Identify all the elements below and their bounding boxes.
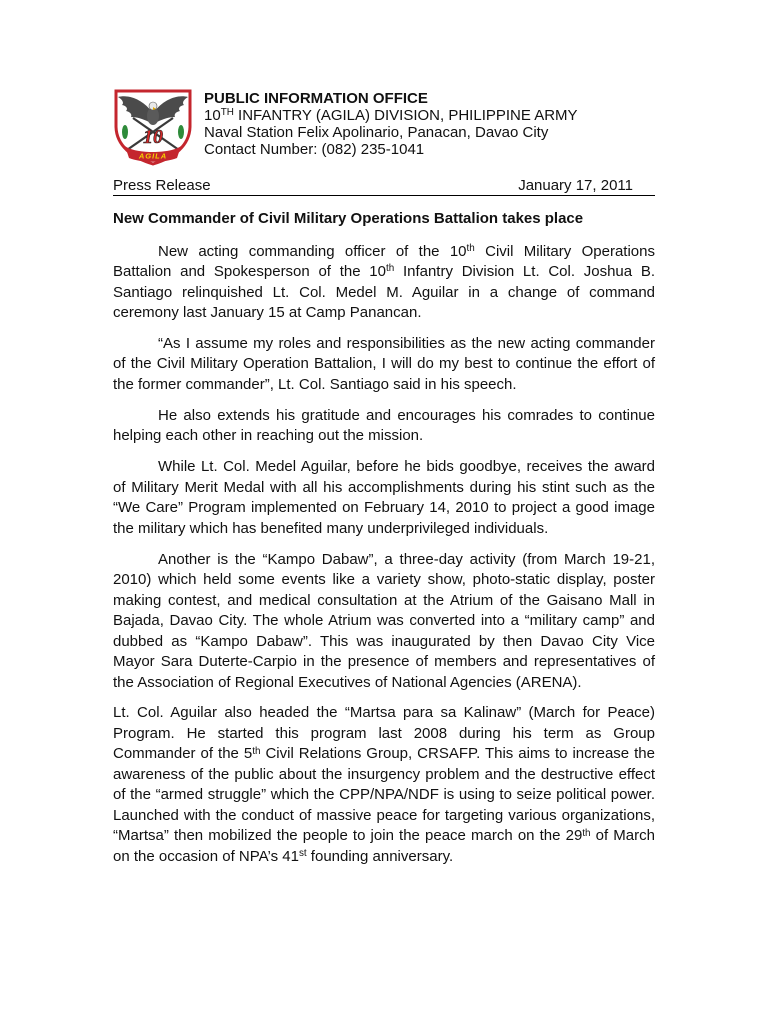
- text-run: INFANTRY (AGILA) DIVISION, PHILIPPINE ARMY: [233, 107, 578, 124]
- division-logo: [113, 88, 193, 166]
- laurel-left: [122, 125, 128, 139]
- paragraph: [113, 242, 655, 324]
- superscript: th: [466, 242, 475, 254]
- article-title: New Commander of Civil Military Operations Battalion takes place: [113, 210, 584, 227]
- division-line: [204, 107, 578, 124]
- paragraph: [113, 550, 655, 694]
- superscript: st: [298, 848, 307, 860]
- address-line: Naval Station Felix Apolinario, Panacan, Davao City: [204, 124, 549, 141]
- laurel-right: [178, 125, 184, 139]
- paragraph: [113, 406, 655, 447]
- text-run: Another is the “Kampo Dabaw”, a three-day activity (from March 19-21, 2010) which held some events like a variety show, photo-static display, poster making contest, and medical consultation at the Atrium of the Gaisano Mall in Bajada, Davao City. The whole Atrium was converted into a “military camp” and dubbed as “Kampo Dabaw”. This was inaugurated by then Davao City Vice Mayor Sara Duterte-Carpio in the presence of members and representatives of the Association of Regional Executives of National Agencies (ARENA).: [113, 550, 655, 691]
- paragraph: [113, 457, 655, 539]
- text-run: Infantry Division Lt. Col. Joshua B. Santiago relinquished Lt. Col. Medel M. Aguilar in a change of command ceremony last January 15 at Camp Panancan.: [113, 263, 655, 321]
- text-run: Civil Military Operations Battalion and Spokesperson of the 10: [113, 242, 655, 280]
- logo-motto: AGILA: [138, 151, 168, 161]
- paragraph: [113, 703, 655, 867]
- text-run: 10: [204, 107, 221, 124]
- text-run: New acting commanding officer of the 10: [158, 242, 467, 260]
- text-run: Civil Relations Group, CRSAFP. This aims to increase the awareness of the public about the insurgency problem and the destructive effect of the “armed struggle” which the CPP/NPA/NDF is using to seize political power. Launched with the conduct of massive peace for targeting various organizations, “Martsa” then mobilized the people to join the peace march on the 29: [113, 745, 655, 845]
- superscript: th: [385, 263, 395, 275]
- text-run: of March on the occasion of NPA’s 41: [113, 827, 655, 865]
- text-run: founding anniversary.: [306, 847, 454, 865]
- superscript: TH: [220, 107, 234, 119]
- text-run: Lt. Col. Aguilar also headed the “Martsa para sa Kalinaw” (March for Peace) Program. He started this program last 2008 during his term as Group Commander of the 5: [113, 704, 655, 763]
- letterhead: [204, 90, 578, 158]
- article-body: [113, 210, 655, 878]
- text-run: While Lt. Col. Medel Aguilar, before he bids goodbye, receives the award of Military Merit Medal with all his accomplishments during his stint such as the “We Care” Program implemented on February 14, 2010 to project a good image the military which has benefited many underprivileged individuals.: [113, 458, 655, 537]
- superscript: th: [582, 827, 591, 839]
- office-name: PUBLIC INFORMATION OFFICE: [204, 90, 428, 107]
- release-date: January 17, 2011: [518, 177, 633, 194]
- logo-number: 10: [143, 126, 163, 148]
- document-type: Press Release: [113, 177, 211, 194]
- release-row: [113, 176, 655, 196]
- text-run: He also extends his gratitude and encourages his comrades to continue helping each other in reaching out the mission.: [113, 406, 655, 445]
- paragraph: [113, 334, 655, 396]
- superscript: th: [252, 745, 261, 757]
- text-run: “As I assume my roles and responsibilities as the new acting commander of the Civil Military Operation Battalion, I will do my best to continue the effort of the former commander”, Lt. Col. Santiago said in his speech.: [113, 334, 655, 393]
- contact-line: Contact Number: (082) 235-1041: [204, 141, 425, 158]
